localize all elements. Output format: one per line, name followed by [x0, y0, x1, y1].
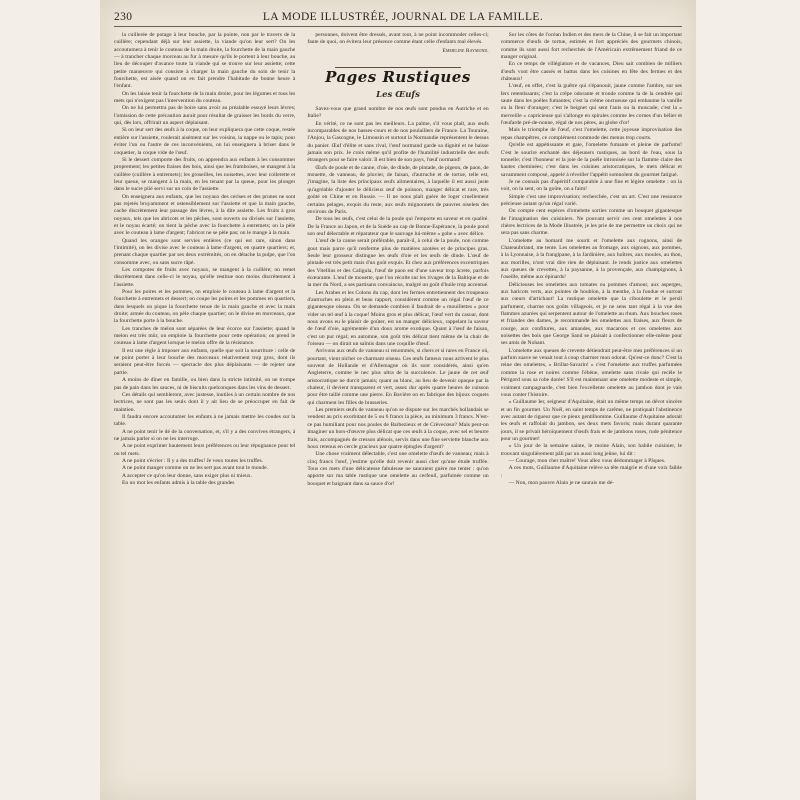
- column-2-body: [307, 106, 488, 488]
- paragraph: En un mot les enfants admis à la table des grandes: [122, 479, 235, 486]
- newspaper-page: [100, 0, 696, 800]
- paragraph: Quand les oranges sont servies entières (ce qui est rare, sinon dans l'intimité), on les divise avec le couteau à lame d'argent, en quatre quartiers; et, prenant chaque quartier par ses deux extrémités, on en détache la pulpe, que l'on consomme avec, ou sans sucre râpé.: [114, 237, 296, 266]
- column-2-intro: [307, 32, 488, 47]
- paragraph: Ces détails qui sembleront, avec justesse, inutiles à un certain nombre de nos lectrices, ne sont pas les seuls dont il y ait lieu de se préoccuper en fait de maintien.: [114, 391, 296, 413]
- paragraph: Qu'elle est appétissante et gaie, l'omelette fumante et pleine de parfums! C'est le sourire enchanté des déjeuners rustiques, au bord de l'eau, sous la tonnelle; c'est l'honneur et la joie de la poêle intronisée sur la flamme claire des hautes cheminées; c'est dans les cuisines aristocratiques, le mets délicat et savamment composé, appelé à réveiller l'appétit somnolent du gourmet fatigué.: [500, 142, 682, 178]
- author-signature: Emmeline Raymond.: [442, 47, 489, 54]
- paragraph: Si on leur sert des œufs à la coque, on leur expliquera que cette coque, restée entière sur l'assiette, roulerait aisément sur les voisins, la nappe ou le tapis; pour éviter l'un ou l'autre de ces inconvénients, on lui enseignera à briser dans le coquetier, la coque vide de l'œuf.: [114, 127, 296, 156]
- paragraph: la cuillerée de potage à leur bouche, par la pointe, non par le travers de la cuillère; cependant déjà sur leur assiette, la viande qu'on leur sert? On les accoutumera à tenir le couteau de la main droite, la fourchette de la main gauche — à trancher chaque morceau au fur à mesure qu'ils le portent à leur bouche, au lieu de découper d'avance toute la viande qui se trouve sur leur assiette; cette petite manœuvre qui consiste à charger la main gauche du soin de tenir la fourchette, est aisée quand on en fait prendre l'habitude de bonne heure à l'enfant.: [114, 32, 296, 90]
- page-number: 230: [114, 11, 133, 23]
- running-title: LA MODE ILLUSTRÉE, JOURNAL DE LA FAMILLE.: [262, 11, 544, 23]
- page-header: [114, 8, 682, 26]
- paragraph: On ne lui permettra pas de boire sans avoir au préalable essuyé leurs lèvres; l'omission de cette précaution aurait pour résultat de graisser les bords du verre, qui, dès lors, offrirait un aspect déplaisant.: [114, 105, 296, 127]
- section-title: [307, 67, 488, 86]
- paragraph: — Non, mon pauvre Alain je ne saurais me dé-: [508, 479, 614, 486]
- paragraph: « Un jour de la semaine sainte, le moine Alain, son habile cuisinier, le trouvant singulièrement pâli par un aussi long jeûne, lui dit :: [500, 443, 682, 457]
- paragraph: L'œuf de la canne serait préférable, paraît-il, à celui de la poule, non comme gout mais parce qu'il renferme plus de matières azotées et de principes gras. Seule leur grosseur distingue les œufs d'oie et les œufs de dinde. L'œuf de pintade est très petit mais d'un goût exquis. Et chez aux préférences excentriques des Vitellius et des Caligula, l'œuf de paon est d'une saveur trop âcrete, parfois écœurante. L'œuf de mouette, que l'on récolte sur les rivages de la Baltique et de la mer du Nord, a ses partisans convaincus, malgré un goût d'huile trop accentué.: [307, 238, 489, 289]
- paragraph: Je ne connais pas d'apéritif comparable à une fine et légère omelette : on la voit, on la sent, on la goûte, on a faim!: [500, 178, 682, 193]
- paragraph: A accepter ce qu'on leur donne, sans exiger plus ni mieux.: [122, 472, 252, 479]
- paragraph: Sur les côtes de l'océan Indien et des mers de la Chine, il se fait un important commerce d'œufs de tortue, estimés et fort appréciés des gourmets chinois, comme ils sont aussi fort recherchés de l'Américain extrêmement friand de ce manger original.: [500, 32, 682, 61]
- section-title-text: Pages Rustiques: [325, 68, 471, 87]
- header-rule: [114, 26, 682, 27]
- column-2: [307, 32, 488, 794]
- section-subtitle: Les Œufs: [376, 90, 420, 101]
- paragraph: De tous les œufs, c'est celui de la poule qui l'emporte en saveur et en qualité. De la France au Japon, et de la Suède au cap de Bonne-Espérance, la poule pond son œuf délectable et réparateur que le sauvage lui-même « gobe » avec délice.: [307, 216, 489, 237]
- paragraph: Œufs de poule et de canne, d'oie, de dinde, de pintade, de pigeon, de paon, de mouette, de vanneau, de pluvier, de faisan, d'autruche et de tortue, telle est, j'imagine, la liste des principaux œufs alimentaires, à laquelle il est aussi juste qu'agréable d'ajouter le délicieux œuf de poisson, manger délicat et rare, très goûté en Chine et en Russie. — Il ne nous plaît guère de loger cruellement certains pelages, exquis du reste, aux œufs mignonnets de pauvres oiselets des environs de Paris.: [307, 164, 489, 215]
- paragraph: Les Arabes et les Colons du cap, dont les fermes entretiennent des troupeaux d'autruches en plein et beau rapport, considèrent comme un régal l'œuf de ce gigantesque oiseau. On se demande combien il faudrait de « mouillettes » pour vider un tel œuf à la coque! Moins gros et plus délicat, l'œuf vert du casoar, dont nous avons eu le plaisir de goûter, est un manger délicieux, rappelant la saveur de l'œuf d'oie, agrémentée d'un doux arome exotique. Quant à l'œuf de faisan, c'est un pur régal; en automne, son goût très délicat tient même de la chair de l'oiseau — on dirait un salmis dans une coquille d'œuf.: [307, 289, 489, 348]
- paragraph: Délicieuses les omelettes aux tomates ou pommes d'amour, aux asperges, aux haricots verts, aux pointes de houblon, à la menthe, à la fondue et surtout aux cœurs d'artichaut! La rustique omelette que la ciboulette et le persil parfument, charme nos goûts villageois, et je ne sens tant régal à la vue des flammes azurées qui serpentent autour de l'omelette au rhum. Aux bouches roses et friandes des dames, je recommande les omelettes aux fraises, aux fleurs de courge, aux confitures, aux amandes, aux macarons et ces omelettes aux noisettes des bois que George Sand se plaisait à confectionner elle-même pour ses amis de Nohant.: [500, 281, 682, 347]
- paragraph: A ne point tenir le dé de la conversation, et, s'il y a des convives étrangers, à ne jamais parler si on ne les interroge.: [114, 428, 296, 442]
- paragraph: A moins de dîner en famille, ou bien dans la stricte intimité, on ne trompe pas de pain dans les sauces, ni de biscuits quelconques dans les vins de dessert.: [114, 377, 296, 391]
- paragraph: Les tranches de melon sont séparées de leur écorce sur l'assiette; quand le melon est très mûr, on emploie la fourchette pour cette opération; on prend le couteau à lame d'argent lorsque le melon offre de la résistance.: [114, 325, 296, 347]
- paragraph: On compte cent espèces d'omelette sorties comme un bouquet gigantesque de l'imagination des cuisiniers. Ne pouvant servir ces cent omelettes à nos chères lectrices de la Mode Illustrée, je les prie de me permettre un choix qui ne sera pas sans charme.: [500, 208, 682, 237]
- paragraph: Si le dessert comporte des fruits, on apprendra aux enfants à les consommer proprement; les petites fraises des bois, ainsi que les framboises, se mangent à la cuillère (cuillère à entremets); les groseilles, les noisettes, avec leur collerette et leur queue, se mangent à la main, en les tenant par la queue, pour les plonger dans le sucre plié servi sur un coin de l'assiette.: [114, 156, 296, 193]
- paragraph: On enseignera aux enfants, que les noyaux des cerises et des prunes ne sont pas rejetés bruyamment et ostensiblement sur l'assiette et que la main gauche, cache discrètement leur passage des lèvres, à la dite assiette. Les fruits à gros noyaux, tels que les abricots et les pêches, sont ouverts ou divisés sur l'assiette, et le noyau écarté; on tient la pêche avec la fourchette à entremets; on la pèle avec le couteau à lame d'argent; l'abricot ne se pèle pas; on le mange à la main.: [114, 193, 296, 237]
- paragraph: Savez-vous que grand nombre de nos œufs sont pondus en Autriche et en Italie?: [307, 106, 489, 120]
- paragraph: Les premiers œufs de vanneau qu'on se dispute sur les marchés hollandais se vendent au prix exorbitant de 5 ou 6 francs la pièce, au minimum 3 francs. N'est-ce pas humiliant pour nos poules de Barbezieux et de Crèvecœur? Mais peut-on imaginer un hors-d'œuvre plus délicat que ces œufs à la coque, avec sel et beurre frais, accompagnés de cresson alénois, servis dans une fine serviette blanche aux houx retenus en cercle gracieux par quatre épingles d'argent?: [307, 407, 489, 450]
- paragraph: Mais le triomphe de l'œuf, c'est l'omelette, cette joyeuse improvisation des repas champêtres, ce complément commode des menus trop courts.: [500, 127, 682, 141]
- paragraph: A ne point s'écrier : Il y a des truffes! Je veux toutes les truffes.: [122, 457, 264, 464]
- column-3: [501, 32, 682, 794]
- paragraph: A ne point exprimer hautement leurs préférences ou leur répugnance pour tel ou tel mets.: [114, 443, 296, 457]
- paragraph: personnes, doivent être dressés, avant tout, à ne point incommoder celles-ci; faute de quoi, on évitera leur présence comme étant celle d'enfants mal élevés.: [307, 32, 489, 46]
- paragraph: — Courage, mon cher maître! Vous allez vous dédommager à Pâques.: [508, 457, 666, 464]
- paragraph: L'omelette au homard me sourit et l'omelette aux rognons, ainsi de Chateaubriand, me tente. Les omelettes au fromage, aux oignons, aux pommes, à la Lyonnaise, à la frangipane, à la Jardinière, aux huîtres, aux moules, au thon, aux morilles, n'ont vrai dire rien de déplaisant. Je rends justice aux omelettes aux queues de crevettes, à la paysanne, à la provençale, aux champignons, à l'oseille, même aux épinards!: [500, 237, 682, 281]
- column-1: [114, 32, 295, 794]
- paragraph: Il est une règle à imposer aux enfants, quelle que soit la nourriture : celle de ne point porter à leur bouche des morceaux relativement trop gros, dont ils seraient peut-être forcés — spectacle des plus déplaisants — de rejeter une partie.: [114, 347, 296, 376]
- paragraph: Il faudra encore accoutumer les enfants à ne jamais mettre les coudes sur la table.: [114, 413, 296, 428]
- paragraph: A ces mots, Guillaume d'Aquitaine relève sa tête maigrie et d'une voix faible :: [500, 465, 682, 479]
- paragraph: L'œuf, en effet, c'est la guêtre qui s'épanouit, jaune comme l'ambre, sur ses fers retentissants; c'est la crêpe odorante et tronde comme la de la cendrée qui saute dans les poêles fumantes; c'est la crème onctueuse qui embaume la vanille ou la fleur d'oranger; c'est le beignet qui sent l'anis ou la muscade; c'est la « merveille » capricieuse qui s'allonge en spirales comme les cornes d'un bélier et l'œufarde pré-de-nonne, régal de nos pères, au globe d'or!: [500, 83, 682, 127]
- paragraph: On les laisse tenir la fourchette de la main droite, pour les légumes et tous les mets qui n'exigent pas l'intervention du couteau.: [114, 90, 296, 105]
- paragraph: A ne point manger comme on ne les sert pas avant tout le monde.: [122, 465, 269, 472]
- paragraph: En vérité, ce ne sont pas les meilleurs. La palme, s'il vous plaît, aux œufs incomparables de nos basses-cours et de nos poulaillers de France. La Touraine, l'Anjou, la Gascogne, le Limousin et surtout la Normandie représentent le dessus du panier. Œuf d'élite et sans rival, l'œuf normand garde sa dignité et ne baisse jamais son prix. Je crois même qu'il profite de l'humilité industrielle des œufs étrangers pour se faire valoir. Il est bien de son pays, l'œuf normand!: [307, 120, 489, 164]
- paragraph: Les compotes de fruits avec noyaux, se mangent à la cuillère; on remet discrètement dans celle-ci le noyau, qu'elle restitue non moins discrètement à l'assiette.: [114, 267, 296, 288]
- paragraph: Une chose vraiment délectable, c'est une omelette d'œufs de vanneau; mais à cinq francs l'œuf, j'estime qu'elle doit revenir aussi cher qu'une étude truffée. Tous ces mets d'une délicatesse fabuleuse ne sauraient guère me tenter : qu'on apporte sur ma table rustique une omelette au cerfeuil, parfumée comme un bouquet et baignant dans sa sauce d'or!: [307, 451, 489, 487]
- paragraph: Pour les poires et les pommes, on emploie le couteau à lame d'argent et la fourchette à entremets et dessert; on coupe les poires et les pommes en quartiers, dans lesquels on pique la fourchette tenue de la main gauche et avec la main droite; armée du couteau, on pèle chaque quartier; on le divise en morceaux, que la fourchette porte à la bouche.: [114, 289, 296, 325]
- paragraph: « Guillaume Ier, seigneur d'Aquitaine, était un même temps un dévot sincère et un fin gourmet. Un Noël, en saint temps de carême, ne pratiquait l'abstinence avec autant de rigueur que ce pieux gentilhomme. Guillaume d'Aquitaine adorait les œufs et raffolait du jambon, ses deux mets favoris; mais durant quarante jours, il se privait héroïquement d'œufs frais et de jambons roses, rude pénitence pour un gourmet!: [500, 399, 682, 442]
- text-columns: [114, 32, 682, 794]
- paragraph: Simple c'est une improvisation; recherchée, c'est un art. C'est une ressource précieuse autant qu'un régal varié.: [500, 193, 682, 207]
- paragraph: Arrivons aux œufs de vanneau si renommés, si chers et si rares en France où, pourtant, vient nicher ce charmant oiseau. Ces œufs fameux nous arrivent le plus souvent de Hollande et d'Allemagne où ils sont considérés, ainsi qu'en Angleterre, comme le nec plus ultra de la succulence. Le jaune de cet œuf aristocratique ne durcit jamais; quant au blanc, au lieu de devenir opaque par la chaleur, il devient transparent et vert, assez dur après quatre heures de cuisson pour être taillé comme une pierre. En Bavière on en fabrique des bijoux coquets qui charment les filles de brasseries.: [307, 348, 489, 406]
- paragraph: En ce temps de villégiature et de vacances, Dieu sait combien de milliers d'œufs vont être cassés et battus dans les cuisines en fête des fermes et des châteaux!: [500, 61, 682, 83]
- paragraph: L'omelette aux queues de crevette détiendrait peut-être mes préférences si un parfum suave ne venait tout à coup charmer mon odorat. Qu'est-ce donc? C'est la reine des omelettes, « Brillat-Savarin! » c'est l'omelette aux truffes parfumées comme la rose et noires comme l'ébène, omelette sans rivale qui recèle le Périgord sous sa robe dorée! S'il est maintenant une omelette modeste et simple, vraiment campagnarde, c'est bien l'excellente omelette au jambon dont je vais vous conter l'histoire.: [500, 347, 682, 398]
